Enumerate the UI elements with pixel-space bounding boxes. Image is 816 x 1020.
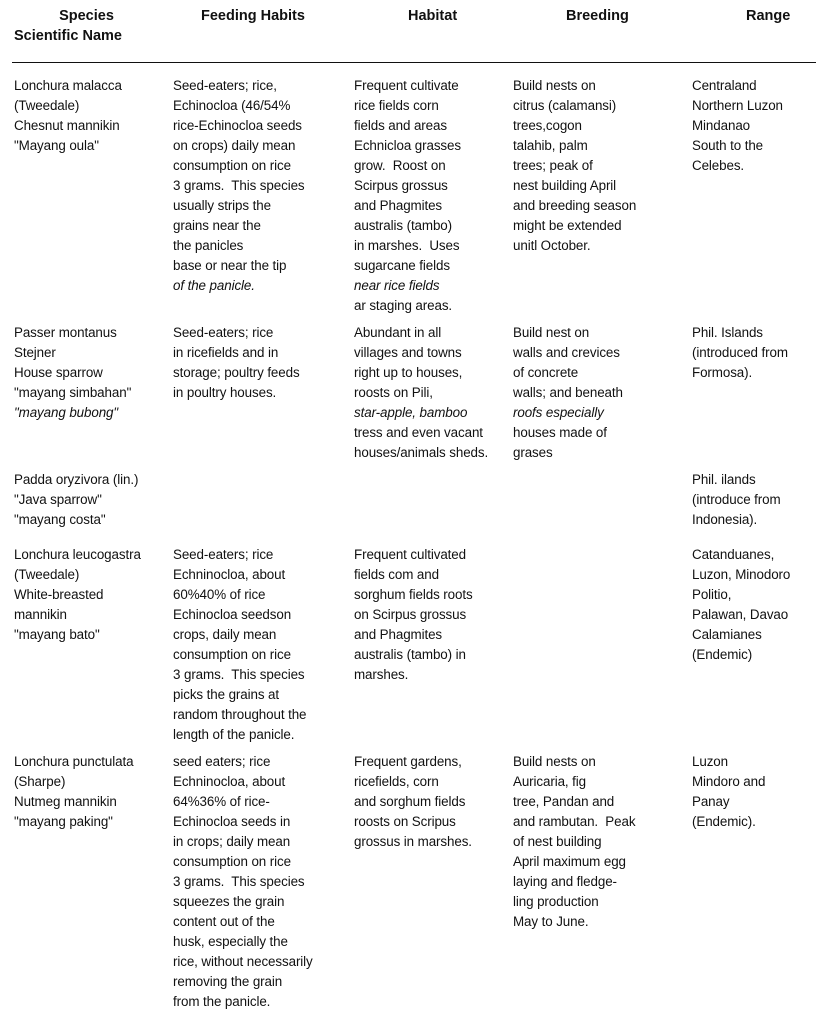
cell-line: husk, especially the [173, 934, 288, 949]
cell-line: Phil. ilands [692, 472, 756, 487]
cell-line: Northern Luzon [692, 98, 783, 113]
cell-line: Panay [692, 794, 730, 809]
cell-line: random throughout the [173, 707, 307, 722]
cell-line: nest building April [513, 178, 617, 193]
cell-line: (introduce from [692, 492, 781, 507]
cell-line: tress and even vacant [354, 425, 483, 440]
cell-line: Palawan, Davao [692, 607, 789, 622]
cell-line: Indonesia). [692, 512, 758, 527]
cell-line: and breeding season [513, 198, 637, 213]
cell-line: crops, daily mean [173, 627, 277, 642]
cell-feeding [173, 545, 306, 745]
cell-line: Formosa). [692, 365, 753, 380]
header-feeding-habits: Feeding Habits [201, 8, 305, 24]
cell-line: right up to houses, [354, 365, 463, 380]
cell-species [14, 545, 141, 645]
header-species-label: Species [59, 8, 114, 24]
cell-line: Frequent gardens, [354, 754, 462, 769]
cell-line: on crops) daily mean [173, 138, 296, 153]
cell-line: ar staging areas. [354, 298, 453, 313]
cell-line: roosts on Scripus [354, 814, 456, 829]
cell-line: walls and crevices [513, 345, 620, 360]
cell-line: content out of the [173, 914, 275, 929]
cell-line: rice fields corn [354, 98, 439, 113]
cell-line: "mayang simbahan" [14, 385, 132, 400]
cell-line: Luzon [692, 754, 728, 769]
cell-line: (Tweedale) [14, 98, 80, 113]
cell-line: and Phagmites [354, 627, 443, 642]
cell-line: Centraland [692, 78, 757, 93]
cell-line: Lonchura leucogastra [14, 547, 141, 562]
cell-line: Seed-eaters; rice [173, 325, 274, 340]
cell-range [692, 545, 790, 665]
cell-line: rice, without necessarily [173, 954, 313, 969]
cell-line: Lonchura punctulata [14, 754, 134, 769]
cell-habitat [354, 752, 472, 852]
cell-line: Frequent cultivate [354, 78, 459, 93]
header-breeding: Breeding [566, 8, 629, 24]
cell-line: from the panicle. [173, 994, 271, 1009]
cell-line: Build nests on [513, 78, 596, 93]
cell-line: (Endemic). [692, 814, 756, 829]
cell-line: fields and areas [354, 118, 447, 133]
cell-line: walls; and beneath [513, 385, 623, 400]
cell-line: April maximum egg [513, 854, 626, 869]
cell-line: of the panicle. [173, 278, 255, 293]
cell-line: citrus (calamansi) [513, 98, 617, 113]
cell-line: "Mayang oula" [14, 138, 99, 153]
cell-feeding [173, 323, 300, 403]
cell-line: Lonchura malacca [14, 78, 122, 93]
cell-line: ling production [513, 894, 599, 909]
cell-line: Calamianes [692, 627, 762, 642]
cell-line: "mayang bato" [14, 627, 100, 642]
cell-line: picks the grains at [173, 687, 280, 702]
cell-line: (Endemic) [692, 647, 753, 662]
cell-line: might be extended [513, 218, 622, 233]
cell-line: South to the [692, 138, 764, 153]
cell-line: White-breasted [14, 587, 104, 602]
cell-line: Echinocloa seeds in [173, 814, 291, 829]
cell-line: tree, Pandan and [513, 794, 615, 809]
cell-feeding [173, 752, 313, 1012]
cell-line: the panicles [173, 238, 244, 253]
cell-line: Scirpus grossus [354, 178, 448, 193]
cell-line: houses/animals sheds. [354, 445, 489, 460]
cell-habitat [354, 323, 488, 463]
cell-line: mannikin [14, 607, 67, 622]
cell-line: grases [513, 445, 553, 460]
cell-line: roosts on Pili, [354, 385, 433, 400]
cell-line: in marshes. Uses [354, 238, 460, 253]
cell-line: Echinocloa (46/54% [173, 98, 291, 113]
cell-line: (introduced from [692, 345, 788, 360]
cell-line: sorghum fields roots [354, 587, 473, 602]
cell-line: 3 grams. This species [173, 874, 305, 889]
cell-line: usually strips the [173, 198, 271, 213]
cell-line: grains near the [173, 218, 261, 233]
cell-line: Echinocloa seedson [173, 607, 292, 622]
cell-line: Padda oryzivora (lin.) [14, 472, 139, 487]
cell-range [692, 323, 788, 383]
cell-line: Echninocloa, about [173, 567, 286, 582]
cell-breeding [513, 752, 635, 932]
cell-range [692, 470, 781, 530]
cell-line: seed eaters; rice [173, 754, 271, 769]
cell-line: "mayang bubong" [14, 405, 119, 420]
cell-line: (Tweedale) [14, 567, 80, 582]
cell-line: consumption on rice [173, 647, 291, 662]
cell-line: laying and fledge- [513, 874, 617, 889]
cell-species [14, 323, 131, 423]
cell-line: near rice fields [354, 278, 440, 293]
cell-line: Luzon, Minodoro [692, 567, 791, 582]
cell-line: May to June. [513, 914, 589, 929]
header-habitat: Habitat [408, 8, 458, 24]
cell-habitat [354, 76, 461, 316]
cell-line: in poultry houses. [173, 385, 277, 400]
cell-line: Mindoro and [692, 774, 766, 789]
cell-habitat [354, 545, 473, 685]
cell-line: Auricaria, fig [513, 774, 587, 789]
cell-line: houses made of [513, 425, 607, 440]
cell-line: trees; peak of [513, 158, 593, 173]
cell-species [14, 752, 133, 832]
cell-line: (Sharpe) [14, 774, 66, 789]
cell-line: Mindanao [692, 118, 751, 133]
cell-line: "mayang costa" [14, 512, 106, 527]
cell-line: sugarcane fields [354, 258, 450, 273]
cell-species [14, 470, 138, 530]
cell-line: in crops; daily mean [173, 834, 291, 849]
cell-line: Build nest on [513, 325, 590, 340]
cell-line: and Phagmites [354, 198, 443, 213]
cell-line: removing the grain [173, 974, 283, 989]
cell-line: Echnicloa grasses [354, 138, 461, 153]
cell-breeding [513, 76, 636, 256]
cell-line: villages and towns [354, 345, 462, 360]
cell-line: rice-Echinocloa seeds [173, 118, 302, 133]
cell-line: ricefields, corn [354, 774, 439, 789]
cell-line: Catanduanes, [692, 547, 775, 562]
cell-line: "mayang paking" [14, 814, 113, 829]
cell-line: Politio, [692, 587, 732, 602]
cell-line: House sparrow [14, 365, 103, 380]
cell-line: consumption on rice [173, 854, 291, 869]
cell-line: 64%36% of rice- [173, 794, 270, 809]
header-rule [12, 62, 816, 63]
cell-line: Celebes. [692, 158, 745, 173]
cell-line: marshes. [354, 667, 409, 682]
cell-line: 3 grams. This species [173, 178, 305, 193]
cell-line: 60%40% of rice [173, 587, 266, 602]
cell-line: Seed-eaters; rice, [173, 78, 277, 93]
cell-line: Echninocloa, about [173, 774, 286, 789]
cell-line: Chesnut mannikin [14, 118, 120, 133]
cell-line: in ricefields and in [173, 345, 279, 360]
cell-species [14, 76, 122, 156]
cell-line: storage; poultry feeds [173, 365, 300, 380]
cell-line: "Java sparrow" [14, 492, 102, 507]
cell-line: Frequent cultivated [354, 547, 466, 562]
cell-line: unitl October. [513, 238, 591, 253]
cell-line: 3 grams. This species [173, 667, 305, 682]
cell-line: grossus in marshes. [354, 834, 472, 849]
cell-line: australis (tambo) [354, 218, 453, 233]
cell-line: roofs especially [513, 405, 604, 420]
cell-line: consumption on rice [173, 158, 291, 173]
cell-line: on Scirpus grossus [354, 607, 467, 622]
cell-line: base or near the tip [173, 258, 287, 273]
cell-line: fields com and [354, 567, 439, 582]
header-scientific-name-label: Scientific Name [14, 28, 122, 44]
header-range: Range [746, 8, 791, 24]
cell-line: length of the panicle. [173, 727, 295, 742]
header-species [14, 6, 159, 46]
cell-line: and rambutan. Peak [513, 814, 636, 829]
cell-line: trees,cogon [513, 118, 582, 133]
cell-line: star-apple, bamboo [354, 405, 468, 420]
cell-line: Abundant in all [354, 325, 442, 340]
cell-line: Nutmeg mannikin [14, 794, 117, 809]
cell-line: australis (tambo) in [354, 647, 466, 662]
cell-line: squeezes the grain [173, 894, 285, 909]
cell-line: talahib, palm [513, 138, 588, 153]
cell-line: Build nests on [513, 754, 596, 769]
cell-line: Phil. Islands [692, 325, 763, 340]
cell-line: Stejner [14, 345, 56, 360]
cell-range [692, 76, 783, 176]
cell-line: grow. Roost on [354, 158, 446, 173]
cell-line: Seed-eaters; rice [173, 547, 274, 562]
cell-breeding [513, 323, 623, 463]
cell-line: and sorghum fields [354, 794, 466, 809]
cell-line: of concrete [513, 365, 579, 380]
cell-range [692, 752, 765, 832]
cell-line: of nest building [513, 834, 602, 849]
cell-feeding [173, 76, 305, 296]
cell-line: Passer montanus [14, 325, 117, 340]
